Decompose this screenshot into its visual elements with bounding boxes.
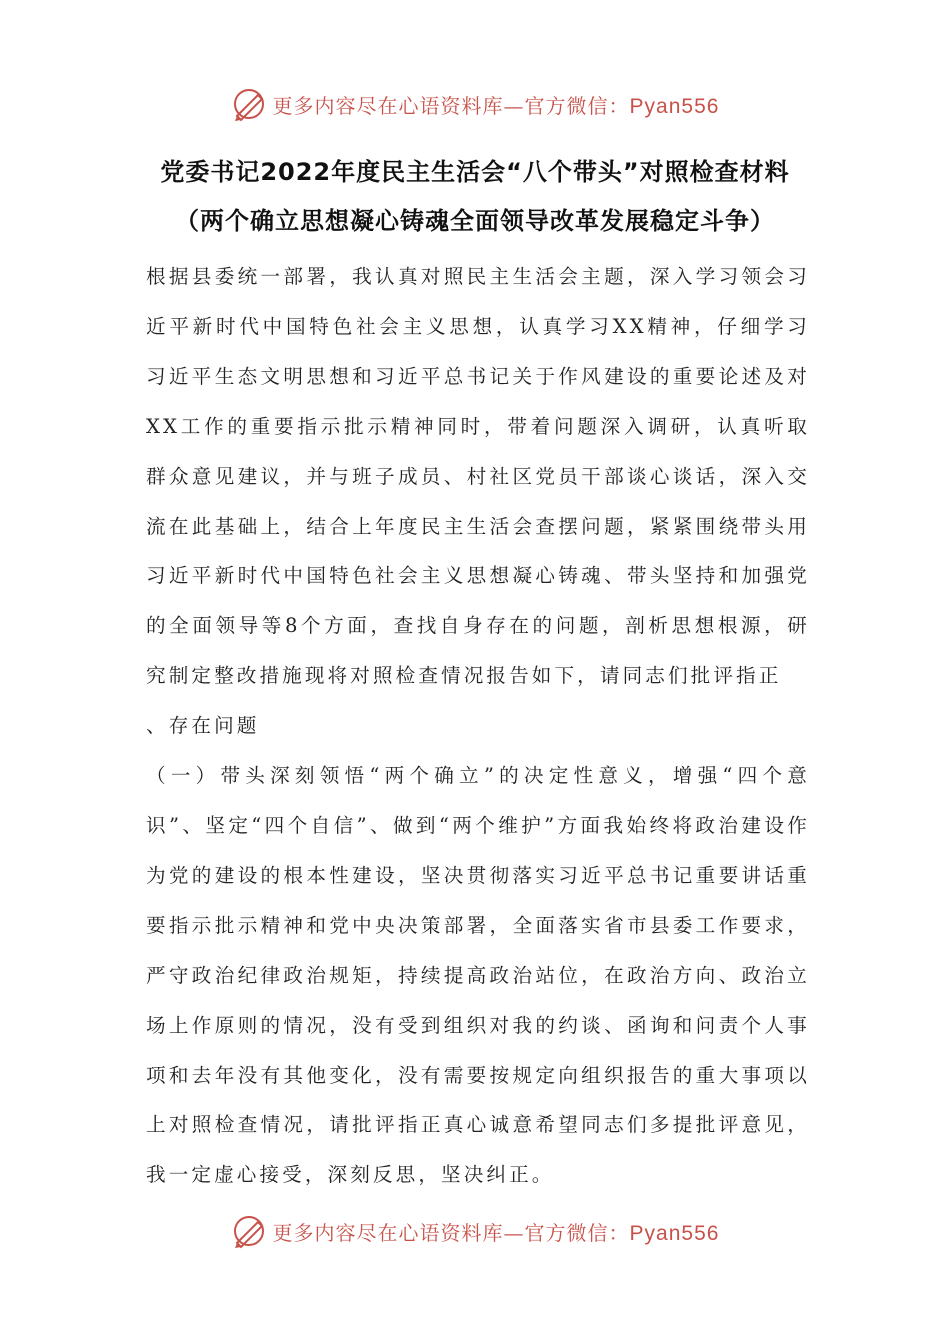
pen-circle-logo — [231, 1213, 267, 1249]
pen-circle-logo — [231, 86, 267, 122]
banner-wechat-id: Pyan556 — [629, 94, 720, 118]
header-banner — [0, 84, 950, 124]
document-subtitle: （两个确立思想凝心铸魂全面领导改革发展稳定斗争） — [175, 207, 775, 235]
document-body — [146, 252, 810, 1200]
document-title: 党委书记2022年度民主生活会“八个带头”对照检查材料 — [160, 158, 790, 186]
banner-text: 更多内容尽在心语资料库—官方微信： — [272, 93, 630, 118]
footer-banner — [0, 1211, 950, 1251]
banner-text: 更多内容尽在心语资料库—官方微信： — [272, 1220, 630, 1245]
banner-wechat-id: Pyan556 — [629, 1221, 720, 1245]
paragraph-intro: 根据县委统一部署，我认真对照民主生活会主题，深入学习领会习近平新时代中国特色社会主义思想，认真学习XX精神，仔细学习习近平生态文明思想和习近平总书记关于作风建设的重要论述及对XX工作的重要指示批示精神同时，带着问题深入调研，认真听取群众意见建议，并与班子成员、村社区党员干部谈心谈话，深入交流在此基础上，结合上年度民主生活会查摆问题，紧紧围绕带头用习近平新时代中国特色社会主义思想凝心铸魂、带头坚持和加强党的全面领导等8个方面，查找自身存在的问题，剖析思想根源，研究制定整改措施现将对照检查情况报告如下，请同志们批评指正 — [146, 265, 810, 688]
section-heading: 、存在问题 — [146, 714, 260, 738]
paragraph-item-1: （一）带头深刻领悟“两个确立”的决定性意义，增强“四个意识”、坚定“四个自信”、做到“两个维护”方面我始终将政治建设作为党的建设的根本性建设，坚决贯彻落实习近平总书记重要讲话重要指示批示精神和党中央决策部署，全面落实省市县委工作要求，严守政治纪律政治规矩，持续提高政治站位，在政治方向、政治立场上作原则的情况，没有受到组织对我的约谈、函询和问责个人事项和去年没有其他变化，没有需要按规定向组织报告的重大事项以上对照检查情况，请批评指正真心诚意希望同志们多提批评意见，我一定虚心接受，深刻反思，坚决纠正。 — [146, 764, 810, 1187]
